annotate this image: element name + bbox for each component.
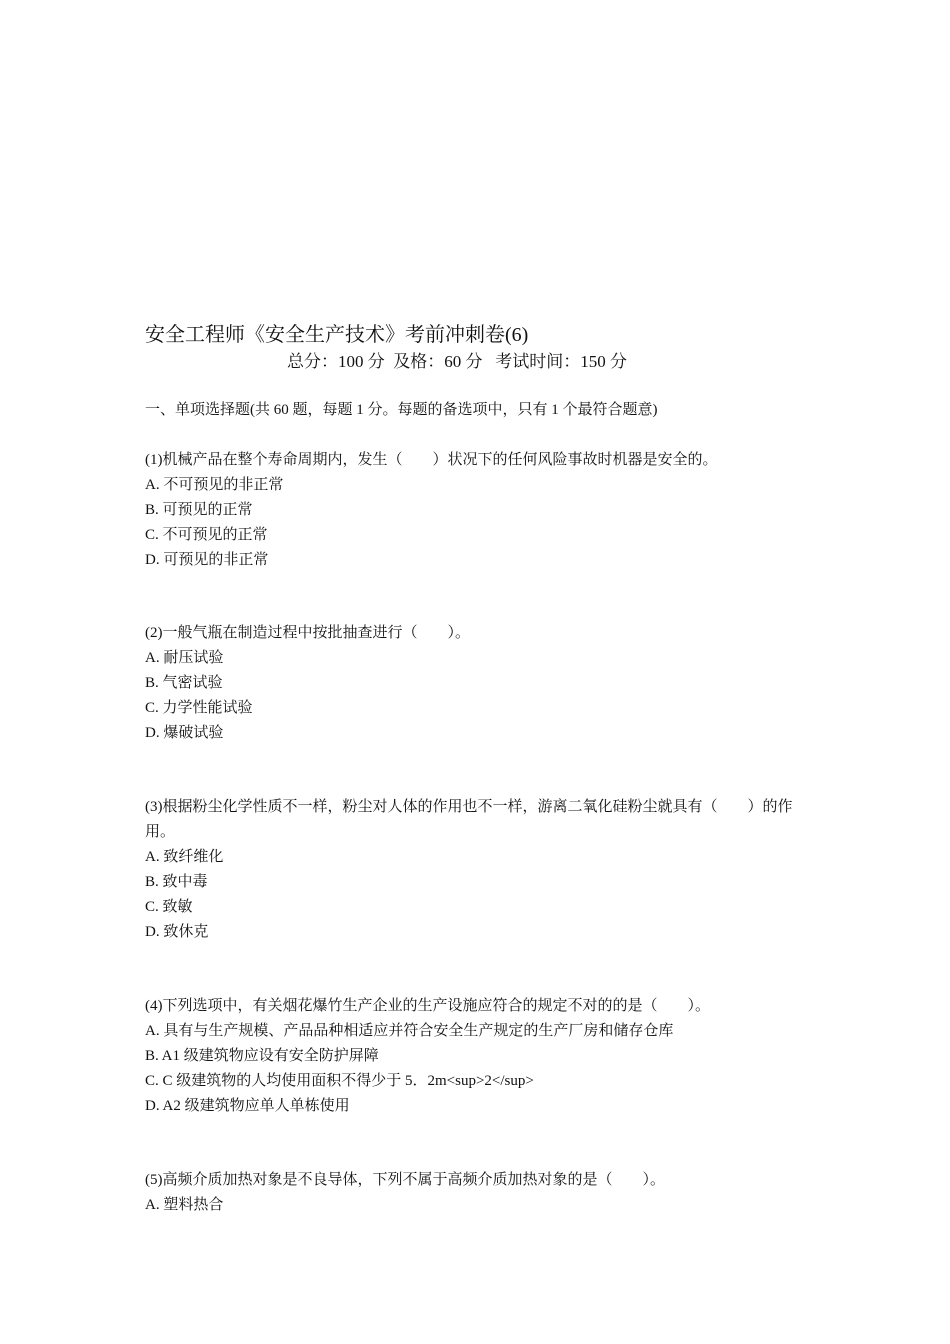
- option-d: D. 致休克: [145, 924, 209, 940]
- option-b: B. 可预见的正常: [145, 502, 253, 518]
- option-c: C. 致敏: [145, 899, 193, 915]
- option-c: C. 力学性能试验: [145, 700, 253, 716]
- option-a: A. 耐压试验: [145, 650, 224, 666]
- question-4: [145, 994, 815, 1119]
- option-c: C. C 级建筑物的人均使用面积不得少于 5．2m<sup>2</sup>: [145, 1073, 534, 1089]
- question-stem: (3)根据粉尘化学性质不一样，粉尘对人体的作用也不一样，游离二氧化硅粉尘就具有（ ）的作用。: [145, 799, 793, 840]
- exam-info: 总分：100 分 及格：60 分 考试时间：150 分: [287, 352, 627, 371]
- option-b: B. 气密试验: [145, 675, 223, 691]
- question-2: [145, 621, 815, 746]
- page-title: 安全工程师《安全生产技术》考前冲刺卷(6): [145, 324, 529, 346]
- question-stem: (5)高频介质加热对象是不良导体，下列不属于高频介质加热对象的是（ ）。: [145, 1172, 665, 1188]
- question-3: [145, 795, 815, 945]
- question-stem: (2)一般气瓶在制造过程中按批抽查进行（ ）。: [145, 625, 470, 641]
- question-stem: (1)机械产品在整个寿命周期内，发生（ ）状况下的任何风险事故时机器是安全的。: [145, 452, 718, 468]
- option-a: A. 塑料热合: [145, 1197, 224, 1213]
- question-5: [145, 1168, 815, 1218]
- option-d: D. 可预见的非正常: [145, 552, 269, 568]
- option-d: D. 爆破试验: [145, 725, 224, 741]
- option-a: A. 具有与生产规模、产品品种相适应并符合安全生产规定的生产厂房和储存仓库: [145, 1023, 674, 1039]
- option-b: B. A1 级建筑物应设有安全防护屏障: [145, 1048, 379, 1064]
- option-d: D. A2 级建筑物应单人单栋使用: [145, 1098, 350, 1114]
- option-c: C. 不可预见的正常: [145, 527, 268, 543]
- question-stem: (4)下列选项中，有关烟花爆竹生产企业的生产设施应符合的规定不对的的是（ ）。: [145, 998, 710, 1014]
- option-a: A. 不可预见的非正常: [145, 477, 284, 493]
- section-heading: 一、单项选择题(共 60 题，每题 1 分。每题的备选项中，只有 1 个最符合题意): [145, 402, 658, 418]
- option-b: B. 致中毒: [145, 874, 208, 890]
- question-1: [145, 448, 815, 573]
- option-a: A. 致纤维化: [145, 849, 224, 865]
